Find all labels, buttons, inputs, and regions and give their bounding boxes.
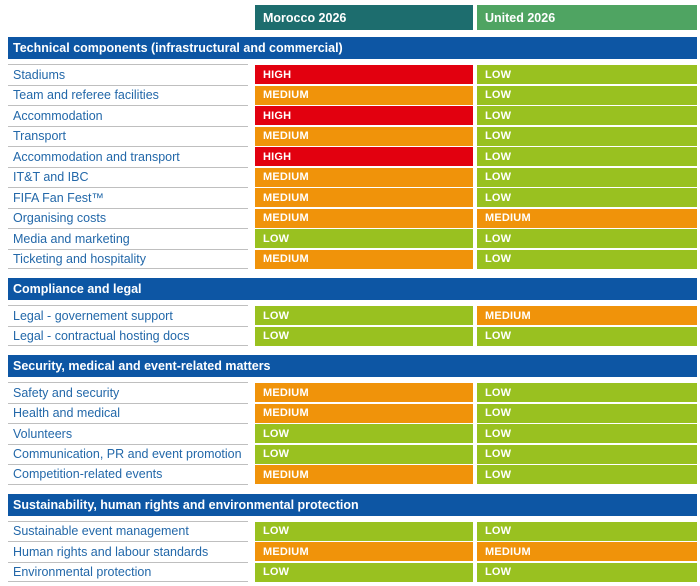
row-label: Environmental protection xyxy=(8,562,248,583)
table-row xyxy=(8,187,697,208)
section-security-medical-and-event-related-matte xyxy=(8,355,697,485)
section-rows xyxy=(8,64,697,269)
table-row xyxy=(8,305,697,326)
rating-cell-morocco: LOW xyxy=(255,424,473,443)
section-rows xyxy=(8,521,697,583)
rating-cell-united: LOW xyxy=(477,563,697,582)
table-row xyxy=(8,521,697,542)
table-row xyxy=(8,444,697,465)
row-label: Team and referee facilities xyxy=(8,85,248,106)
table-row xyxy=(8,64,697,85)
rating-cell-morocco: MEDIUM xyxy=(255,127,473,146)
rating-cell-united: LOW xyxy=(477,86,697,105)
table-row xyxy=(8,228,697,249)
table-row xyxy=(8,126,697,147)
row-label: Media and marketing xyxy=(8,228,248,249)
table-row xyxy=(8,382,697,403)
section-header: Security, medical and event-related matters xyxy=(8,355,697,377)
row-label: Human rights and labour standards xyxy=(8,541,248,562)
rating-cell-morocco: MEDIUM xyxy=(255,404,473,423)
rating-cell-morocco: HIGH xyxy=(255,106,473,125)
rating-cell-morocco: MEDIUM xyxy=(255,542,473,561)
rating-cell-morocco: MEDIUM xyxy=(255,465,473,484)
section-compliance-and-legal xyxy=(8,278,697,346)
row-label: FIFA Fan Fest™ xyxy=(8,187,248,208)
section-rows xyxy=(8,305,697,346)
section-rows xyxy=(8,382,697,485)
table-row xyxy=(8,85,697,106)
rating-cell-morocco: HIGH xyxy=(255,65,473,84)
table-row xyxy=(8,208,697,229)
rating-cell-united: LOW xyxy=(477,168,697,187)
row-label: Organising costs xyxy=(8,208,248,229)
row-label: Accommodation and transport xyxy=(8,146,248,167)
row-label: Ticketing and hospitality xyxy=(8,249,248,270)
rating-cell-morocco: LOW xyxy=(255,327,473,346)
rating-cell-morocco: MEDIUM xyxy=(255,250,473,269)
section-header: Technical components (infrastructural and commercial) xyxy=(8,37,697,59)
rating-cell-united: LOW xyxy=(477,229,697,248)
rating-cell-united: LOW xyxy=(477,383,697,402)
rating-cell-morocco: MEDIUM xyxy=(255,188,473,207)
row-label: Communication, PR and event promotion xyxy=(8,444,248,465)
rating-cell-morocco: HIGH xyxy=(255,147,473,166)
section-header: Compliance and legal xyxy=(8,278,697,300)
rating-cell-united: MEDIUM xyxy=(477,542,697,561)
table-row xyxy=(8,403,697,424)
rating-cell-united: MEDIUM xyxy=(477,209,697,228)
row-label: Safety and security xyxy=(8,382,248,403)
section-technical-components-infrastructural-and xyxy=(8,37,697,269)
column-header-spacer xyxy=(8,5,248,30)
row-label: Accommodation xyxy=(8,105,248,126)
rating-cell-united: LOW xyxy=(477,404,697,423)
column-header-row xyxy=(8,5,697,30)
row-label: Volunteers xyxy=(8,423,248,444)
row-label: Sustainable event management xyxy=(8,521,248,542)
table-row xyxy=(8,146,697,167)
column-header-morocco-2026: Morocco 2026 xyxy=(255,5,473,30)
rating-cell-morocco: LOW xyxy=(255,522,473,541)
table-row xyxy=(8,541,697,562)
rating-cell-morocco: MEDIUM xyxy=(255,383,473,402)
rating-cell-morocco: MEDIUM xyxy=(255,86,473,105)
rating-cell-morocco: LOW xyxy=(255,229,473,248)
rating-cell-united: LOW xyxy=(477,445,697,464)
section-sustainability-human-rights-and-environm xyxy=(8,494,697,583)
rating-cell-united: MEDIUM xyxy=(477,306,697,325)
row-label: Competition-related events xyxy=(8,464,248,485)
row-label: Legal - contractual hosting docs xyxy=(8,326,248,347)
table-body xyxy=(8,37,697,582)
rating-cell-united: LOW xyxy=(477,65,697,84)
table-row xyxy=(8,326,697,347)
rating-cell-morocco: LOW xyxy=(255,563,473,582)
rating-cell-united: LOW xyxy=(477,188,697,207)
rating-cell-united: LOW xyxy=(477,327,697,346)
rating-cell-united: LOW xyxy=(477,127,697,146)
table-row xyxy=(8,105,697,126)
rating-cell-morocco: LOW xyxy=(255,306,473,325)
table-row xyxy=(8,562,697,583)
rating-cell-united: LOW xyxy=(477,424,697,443)
rating-cell-morocco: MEDIUM xyxy=(255,168,473,187)
row-label: Legal - governement support xyxy=(8,305,248,326)
row-label: IT&T and IBC xyxy=(8,167,248,188)
rating-cell-united: LOW xyxy=(477,522,697,541)
table-row xyxy=(8,423,697,444)
table-row xyxy=(8,464,697,485)
rating-cell-morocco: LOW xyxy=(255,445,473,464)
rating-cell-morocco: MEDIUM xyxy=(255,209,473,228)
row-label: Health and medical xyxy=(8,403,248,424)
section-header: Sustainability, human rights and environmental protection xyxy=(8,494,697,516)
column-header-united-2026: United 2026 xyxy=(477,5,697,30)
table-row xyxy=(8,249,697,270)
rating-cell-united: LOW xyxy=(477,106,697,125)
rating-cell-united: LOW xyxy=(477,250,697,269)
rating-cell-united: LOW xyxy=(477,147,697,166)
row-label: Transport xyxy=(8,126,248,147)
table-row xyxy=(8,167,697,188)
row-label: Stadiums xyxy=(8,64,248,85)
rating-cell-united: LOW xyxy=(477,465,697,484)
